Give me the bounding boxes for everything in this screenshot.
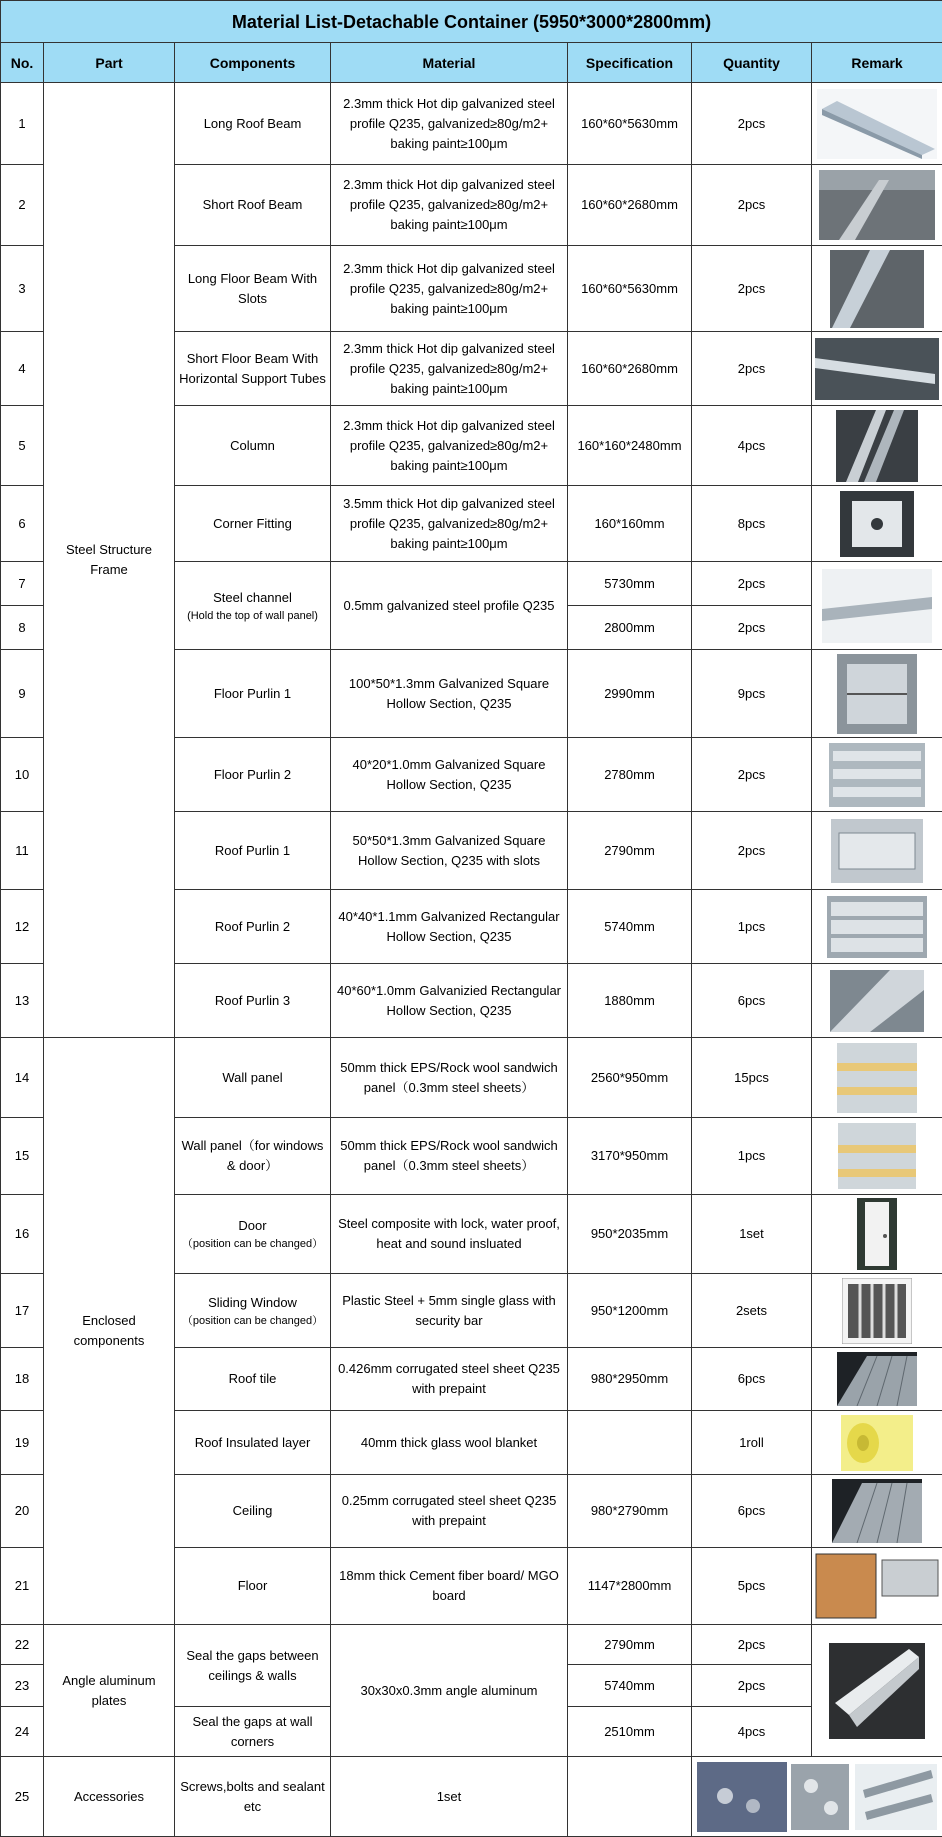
remark-photo-ceiling: [812, 1475, 942, 1548]
remark-photo-roof-purlin-3: [812, 964, 942, 1038]
row-no: 20: [1, 1475, 44, 1548]
component-cell: Long Roof Beam: [175, 83, 331, 165]
qty-cell: 1set: [692, 1195, 812, 1274]
spec-cell: 2800mm: [568, 606, 692, 650]
spec-cell: 3170*950mm: [568, 1118, 692, 1195]
qty-cell: 15pcs: [692, 1038, 812, 1118]
material-cell: 2.3mm thick Hot dip galvanized steel profile Q235, galvanized≥80g/m2+ baking paint≥100μm: [331, 406, 568, 486]
component-cell: Ceiling: [175, 1475, 331, 1548]
material-cell: 40*20*1.0mm Galvanized Square Hollow Section, Q235: [331, 738, 568, 812]
row-no: 7: [1, 562, 44, 606]
component-cell: [175, 1274, 331, 1348]
row-no: 13: [1, 964, 44, 1038]
component-cell: Floor: [175, 1548, 331, 1625]
part-steel-structure-frame: Steel Structure Frame: [44, 83, 175, 1038]
remark-photo-long-floor-beam: [812, 246, 942, 332]
material-cell: 50mm thick EPS/Rock wool sandwich panel（0.3mm steel sheets）: [331, 1118, 568, 1195]
row-no: 19: [1, 1411, 44, 1475]
material-cell: 0.426mm corrugated steel sheet Q235 with prepaint: [331, 1348, 568, 1411]
spec-cell: 2510mm: [568, 1707, 692, 1757]
spec-cell: 5730mm: [568, 562, 692, 606]
part-accessories: Accessories: [44, 1757, 175, 1837]
material-cell: 2.3mm thick Hot dip galvanized steel profile Q235, galvanized≥80g/m2+ baking paint≥100μm: [331, 246, 568, 332]
spec-cell: 950*2035mm: [568, 1195, 692, 1274]
component-cell: Roof Purlin 2: [175, 890, 331, 964]
material-cell: 30x30x0.3mm angle aluminum: [331, 1625, 568, 1757]
material-cell: 0.5mm galvanized steel profile Q235: [331, 562, 568, 650]
component-note: （position can be changed）: [179, 1313, 326, 1329]
row-no: 3: [1, 246, 44, 332]
row-no: 18: [1, 1348, 44, 1411]
spec-cell: [568, 1757, 692, 1837]
remark-photo-long-roof-beam: [812, 83, 942, 165]
remark-photo-accessories: [692, 1757, 942, 1837]
remark-photo-corner-fitting: [812, 486, 942, 562]
component-note: (Hold the top of wall panel): [179, 608, 326, 624]
row-no: 8: [1, 606, 44, 650]
spec-cell: [568, 1411, 692, 1475]
spec-cell: 160*60*2680mm: [568, 332, 692, 406]
header-specification: Specification: [568, 43, 692, 83]
table-row: [1, 1038, 942, 1118]
header-no: No.: [1, 43, 44, 83]
component-note: （position can be changed）: [179, 1236, 326, 1252]
row-no: 16: [1, 1195, 44, 1274]
qty-cell: 9pcs: [692, 650, 812, 738]
qty-cell: 2pcs: [692, 1625, 812, 1665]
remark-photo-floor-purlin-2: [812, 738, 942, 812]
qty-cell: 4pcs: [692, 1707, 812, 1757]
spec-cell: 2790mm: [568, 1625, 692, 1665]
component-cell: Floor Purlin 2: [175, 738, 331, 812]
material-cell: 100*50*1.3mm Galvanized Square Hollow Section, Q235: [331, 650, 568, 738]
qty-cell: 2pcs: [692, 83, 812, 165]
material-cell: 1set: [331, 1757, 568, 1837]
row-no: 11: [1, 812, 44, 890]
material-cell: 50*50*1.3mm Galvanized Square Hollow Section, Q235 with slots: [331, 812, 568, 890]
remark-photo-angle-aluminum: [812, 1625, 942, 1757]
spec-cell: 980*2790mm: [568, 1475, 692, 1548]
header-components: Components: [175, 43, 331, 83]
remark-photo-floor-purlin-1: [812, 650, 942, 738]
remark-photo-wall-panel-windows-door: [812, 1118, 942, 1195]
component-cell: Floor Purlin 1: [175, 650, 331, 738]
component-cell: Wall panel: [175, 1038, 331, 1118]
component-cell: Roof tile: [175, 1348, 331, 1411]
qty-cell: 2pcs: [692, 246, 812, 332]
qty-cell: 2sets: [692, 1274, 812, 1348]
remark-photo-floor-board: [812, 1548, 942, 1625]
material-cell: 50mm thick EPS/Rock wool sandwich panel（0.3mm steel sheets）: [331, 1038, 568, 1118]
spec-cell: 160*160mm: [568, 486, 692, 562]
qty-cell: 2pcs: [692, 606, 812, 650]
component-cell: Long Floor Beam With Slots: [175, 246, 331, 332]
qty-cell: 1pcs: [692, 890, 812, 964]
remark-photo-sliding-window: [812, 1274, 942, 1348]
remark-photo-short-floor-beam: [812, 332, 942, 406]
qty-cell: 2pcs: [692, 1665, 812, 1707]
header-remark: Remark: [812, 43, 942, 83]
spec-cell: 2790mm: [568, 812, 692, 890]
remark-photo-roof-tile: [812, 1348, 942, 1411]
component-cell: Roof Insulated layer: [175, 1411, 331, 1475]
row-no: 23: [1, 1665, 44, 1707]
qty-cell: 2pcs: [692, 738, 812, 812]
component-cell: Roof Purlin 1: [175, 812, 331, 890]
component-cell: Short Roof Beam: [175, 165, 331, 246]
spec-cell: 950*1200mm: [568, 1274, 692, 1348]
component-label: Door: [179, 1216, 326, 1236]
spec-cell: 160*60*2680mm: [568, 165, 692, 246]
row-no: 22: [1, 1625, 44, 1665]
material-cell: 40*40*1.1mm Galvanized Rectangular Hollow Section, Q235: [331, 890, 568, 964]
row-no: 10: [1, 738, 44, 812]
qty-cell: 6pcs: [692, 1348, 812, 1411]
spec-cell: 5740mm: [568, 890, 692, 964]
material-cell: 18mm thick Cement fiber board/ MGO board: [331, 1548, 568, 1625]
row-no: 24: [1, 1707, 44, 1757]
row-no: 9: [1, 650, 44, 738]
header-part: Part: [44, 43, 175, 83]
material-cell: 40*60*1.0mm Galvanizied Rectangular Hollow Section, Q235: [331, 964, 568, 1038]
table-row: [1, 1757, 942, 1837]
remark-photo-glass-wool: [812, 1411, 942, 1475]
spec-cell: 980*2950mm: [568, 1348, 692, 1411]
component-cell: Wall panel（for windows & door）: [175, 1118, 331, 1195]
component-label: Sliding Window: [179, 1293, 326, 1313]
row-no: 14: [1, 1038, 44, 1118]
qty-cell: 5pcs: [692, 1548, 812, 1625]
qty-cell: 4pcs: [692, 406, 812, 486]
qty-cell: 2pcs: [692, 332, 812, 406]
component-cell: Screws,bolts and sealant etc: [175, 1757, 331, 1837]
row-no: 2: [1, 165, 44, 246]
material-cell: 40mm thick glass wool blanket: [331, 1411, 568, 1475]
qty-cell: 1pcs: [692, 1118, 812, 1195]
remark-photo-roof-purlin-1: [812, 812, 942, 890]
component-cell: Corner Fitting: [175, 486, 331, 562]
qty-cell: 8pcs: [692, 486, 812, 562]
component-cell: Seal the gaps between ceilings & walls: [175, 1625, 331, 1707]
remark-photo-column: [812, 406, 942, 486]
remark-photo-steel-channel: [812, 562, 942, 650]
material-cell: Plastic Steel + 5mm single glass with security bar: [331, 1274, 568, 1348]
spec-cell: 160*160*2480mm: [568, 406, 692, 486]
material-cell: 2.3mm thick Hot dip galvanized steel profile Q235, galvanized≥80g/m2+ baking paint≥100μm: [331, 165, 568, 246]
spec-cell: 160*60*5630mm: [568, 246, 692, 332]
row-no: 6: [1, 486, 44, 562]
qty-cell: 6pcs: [692, 1475, 812, 1548]
remark-photo-wall-panel: [812, 1038, 942, 1118]
component-cell: Column: [175, 406, 331, 486]
row-no: 4: [1, 332, 44, 406]
row-no: 21: [1, 1548, 44, 1625]
qty-cell: 1roll: [692, 1411, 812, 1475]
qty-cell: 2pcs: [692, 562, 812, 606]
part-enclosed-components: Enclosed components: [44, 1038, 175, 1625]
spec-cell: 2560*950mm: [568, 1038, 692, 1118]
header-material: Material: [331, 43, 568, 83]
component-cell: [175, 1195, 331, 1274]
component-cell: Roof Purlin 3: [175, 964, 331, 1038]
material-cell: 0.25mm corrugated steel sheet Q235 with prepaint: [331, 1475, 568, 1548]
spec-cell: 5740mm: [568, 1665, 692, 1707]
row-no: 1: [1, 83, 44, 165]
remark-photo-short-roof-beam: [812, 165, 942, 246]
material-cell: Steel composite with lock, water proof, heat and sound insluated: [331, 1195, 568, 1274]
component-cell: [175, 562, 331, 650]
row-no: 5: [1, 406, 44, 486]
spec-cell: 1147*2800mm: [568, 1548, 692, 1625]
qty-cell: 2pcs: [692, 812, 812, 890]
header-quantity: Quantity: [692, 43, 812, 83]
spec-cell: 160*60*5630mm: [568, 83, 692, 165]
qty-cell: 2pcs: [692, 165, 812, 246]
table-title: Material List-Detachable Container (5950*3000*2800mm): [1, 1, 942, 43]
spec-cell: 2780mm: [568, 738, 692, 812]
material-cell: 2.3mm thick Hot dip galvanized steel profile Q235, galvanized≥80g/m2+ baking paint≥100μm: [331, 83, 568, 165]
remark-photo-door: [812, 1195, 942, 1274]
row-no: 12: [1, 890, 44, 964]
qty-cell: 6pcs: [692, 964, 812, 1038]
row-no: 15: [1, 1118, 44, 1195]
remark-photo-roof-purlin-2: [812, 890, 942, 964]
row-no: 25: [1, 1757, 44, 1837]
part-angle-aluminum-plates: Angle aluminum plates: [44, 1625, 175, 1757]
spec-cell: 2990mm: [568, 650, 692, 738]
table-row: [1, 1625, 942, 1665]
row-no: 17: [1, 1274, 44, 1348]
material-cell: 3.5mm thick Hot dip galvanized steel profile Q235, galvanized≥80g/m2+ baking paint≥100μm: [331, 486, 568, 562]
component-cell: Seal the gaps at wall corners: [175, 1707, 331, 1757]
table-row: [1, 83, 942, 165]
spec-cell: 1880mm: [568, 964, 692, 1038]
component-label: Steel channel: [179, 588, 326, 608]
component-cell: Short Floor Beam With Horizontal Support Tubes: [175, 332, 331, 406]
material-cell: 2.3mm thick Hot dip galvanized steel profile Q235, galvanized≥80g/m2+ baking paint≥100μm: [331, 332, 568, 406]
